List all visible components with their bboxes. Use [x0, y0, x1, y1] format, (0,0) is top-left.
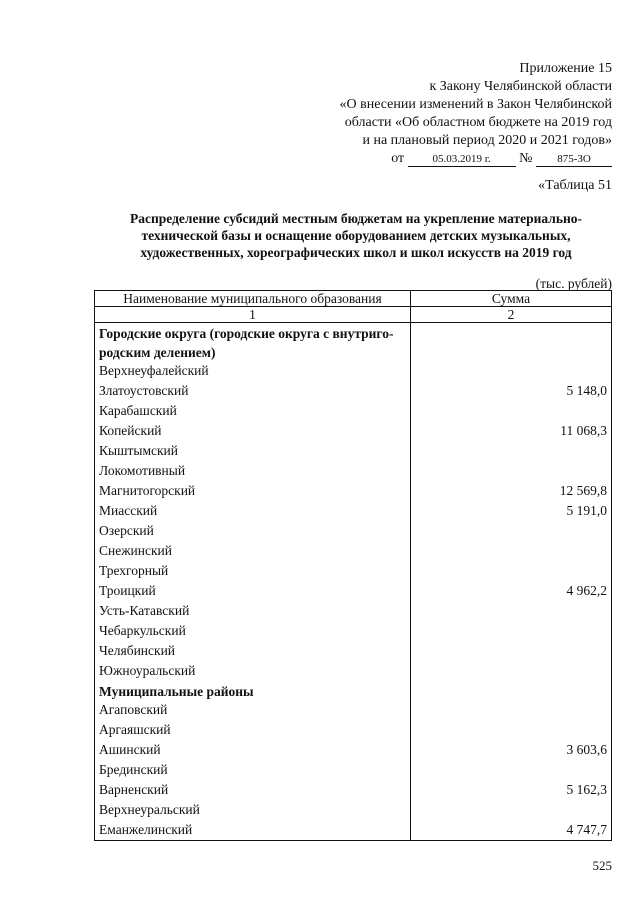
municipality-name: Трехгорный	[95, 561, 411, 581]
order-from-label: от	[391, 151, 405, 166]
subsidy-amount: 5 191,0	[411, 501, 612, 521]
table-header-row	[95, 291, 612, 307]
column-number-row	[95, 307, 612, 323]
municipality-name: Миасский	[95, 501, 411, 521]
table-row	[95, 700, 612, 720]
subsidy-amount	[411, 342, 612, 361]
subsidy-amount	[411, 621, 612, 641]
subsidy-amount	[411, 800, 612, 820]
table-row	[95, 441, 612, 461]
group-header-row	[95, 342, 612, 361]
subsidy-amount	[411, 441, 612, 461]
municipality-name: Златоустовский	[95, 381, 411, 401]
subsidy-amount	[411, 661, 612, 681]
table-row	[95, 541, 612, 561]
table-row	[95, 421, 612, 441]
table-row	[95, 621, 612, 641]
subsidy-amount	[411, 720, 612, 740]
municipality-name: Усть-Катавский	[95, 601, 411, 621]
municipality-name: Верхнеуральский	[95, 800, 411, 820]
municipality-name: Варненский	[95, 780, 411, 800]
subsidy-table	[94, 290, 612, 841]
subsidy-amount: 12 569,8	[411, 481, 612, 501]
table-row	[95, 461, 612, 481]
subsidy-amount	[411, 700, 612, 720]
table-row	[95, 361, 612, 381]
table-row	[95, 720, 612, 740]
subsidy-amount	[411, 541, 612, 561]
subsidy-amount: 4 962,2	[411, 581, 612, 601]
subsidy-amount	[411, 521, 612, 541]
subsidy-amount	[411, 641, 612, 661]
order-date: 05.03.2019 г.	[408, 152, 516, 167]
order-reference	[340, 150, 613, 168]
column-number: 1	[95, 307, 411, 323]
subsidy-amount	[411, 323, 612, 343]
table-row	[95, 501, 612, 521]
municipality-name: Карабашский	[95, 401, 411, 421]
column-number: 2	[411, 307, 612, 323]
table-row	[95, 561, 612, 581]
municipality-name: Чебаркульский	[95, 621, 411, 641]
table-row	[95, 581, 612, 601]
table-row	[95, 601, 612, 621]
municipality-name: Троицкий	[95, 581, 411, 601]
table-row	[95, 641, 612, 661]
municipality-name: Кыштымский	[95, 441, 411, 461]
document-title	[96, 210, 616, 261]
subsidy-amount: 4 747,7	[411, 820, 612, 841]
subsidy-amount	[411, 461, 612, 481]
subsidy-amount	[411, 561, 612, 581]
table-row	[95, 381, 612, 401]
appendix-line: и на плановый период 2020 и 2021 годов»	[362, 133, 612, 148]
table-row	[95, 800, 612, 820]
subsidy-amount	[411, 681, 612, 700]
municipality-name: Южноуральский	[95, 661, 411, 681]
table-row	[95, 521, 612, 541]
column-header-amount: Сумма	[411, 291, 612, 307]
title-line: художественных, хореографических школ и школ искусств на 2019 год	[140, 245, 572, 260]
table-number: «Таблица 51	[538, 178, 612, 193]
subsidy-amount: 5 162,3	[411, 780, 612, 800]
appendix-line: к Закону Челябинской области	[429, 79, 612, 94]
subsidy-amount	[411, 401, 612, 421]
table-row	[95, 740, 612, 760]
table-row	[95, 661, 612, 681]
municipality-name: Агаповский	[95, 700, 411, 720]
subsidy-amount: 5 148,0	[411, 381, 612, 401]
municipality-name: Брединский	[95, 760, 411, 780]
subsidy-amount: 3 603,6	[411, 740, 612, 760]
table-row	[95, 780, 612, 800]
appendix-header	[340, 60, 613, 168]
table-row	[95, 760, 612, 780]
table-body	[95, 323, 612, 841]
appendix-line: области «Об областном бюджете на 2019 год	[344, 115, 612, 130]
order-number-label: №	[519, 151, 533, 166]
title-line: технической базы и оснащение оборудованием детских музыкальных,	[141, 228, 571, 243]
municipality-name: Аргаяшский	[95, 720, 411, 740]
table-row	[95, 820, 612, 841]
group-header-row	[95, 681, 612, 700]
municipality-name: Челябинский	[95, 641, 411, 661]
group-title: Городские округа (городские округа с внутриго-	[95, 323, 411, 343]
municipality-name: Верхнеуфалейский	[95, 361, 411, 381]
group-header-row	[95, 323, 612, 343]
group-title: Муниципальные районы	[95, 681, 411, 700]
page-number: 525	[592, 858, 612, 873]
municipality-name: Снежинский	[95, 541, 411, 561]
table-row	[95, 481, 612, 501]
municipality-name: Ашинский	[95, 740, 411, 760]
units-label: (тыс. рублей)	[535, 276, 612, 291]
municipality-name: Еманжелинский	[95, 820, 411, 841]
subsidy-amount	[411, 760, 612, 780]
subsidy-amount	[411, 601, 612, 621]
appendix-line: Приложение 15	[519, 61, 612, 76]
appendix-line: «О внесении изменений в Закон Челябинской	[339, 97, 612, 112]
subsidy-amount	[411, 361, 612, 381]
municipality-name: Магнитогорский	[95, 481, 411, 501]
title-line: Распределение субсидий местным бюджетам на укрепление материально-	[130, 211, 582, 226]
group-title: родским делением)	[95, 342, 411, 361]
subsidy-amount: 11 068,3	[411, 421, 612, 441]
table-row	[95, 401, 612, 421]
municipality-name: Копейский	[95, 421, 411, 441]
municipality-name: Озерский	[95, 521, 411, 541]
order-number: 875-ЗО	[536, 152, 612, 167]
municipality-name: Локомотивный	[95, 461, 411, 481]
column-header-name: Наименование муниципального образования	[95, 291, 411, 307]
